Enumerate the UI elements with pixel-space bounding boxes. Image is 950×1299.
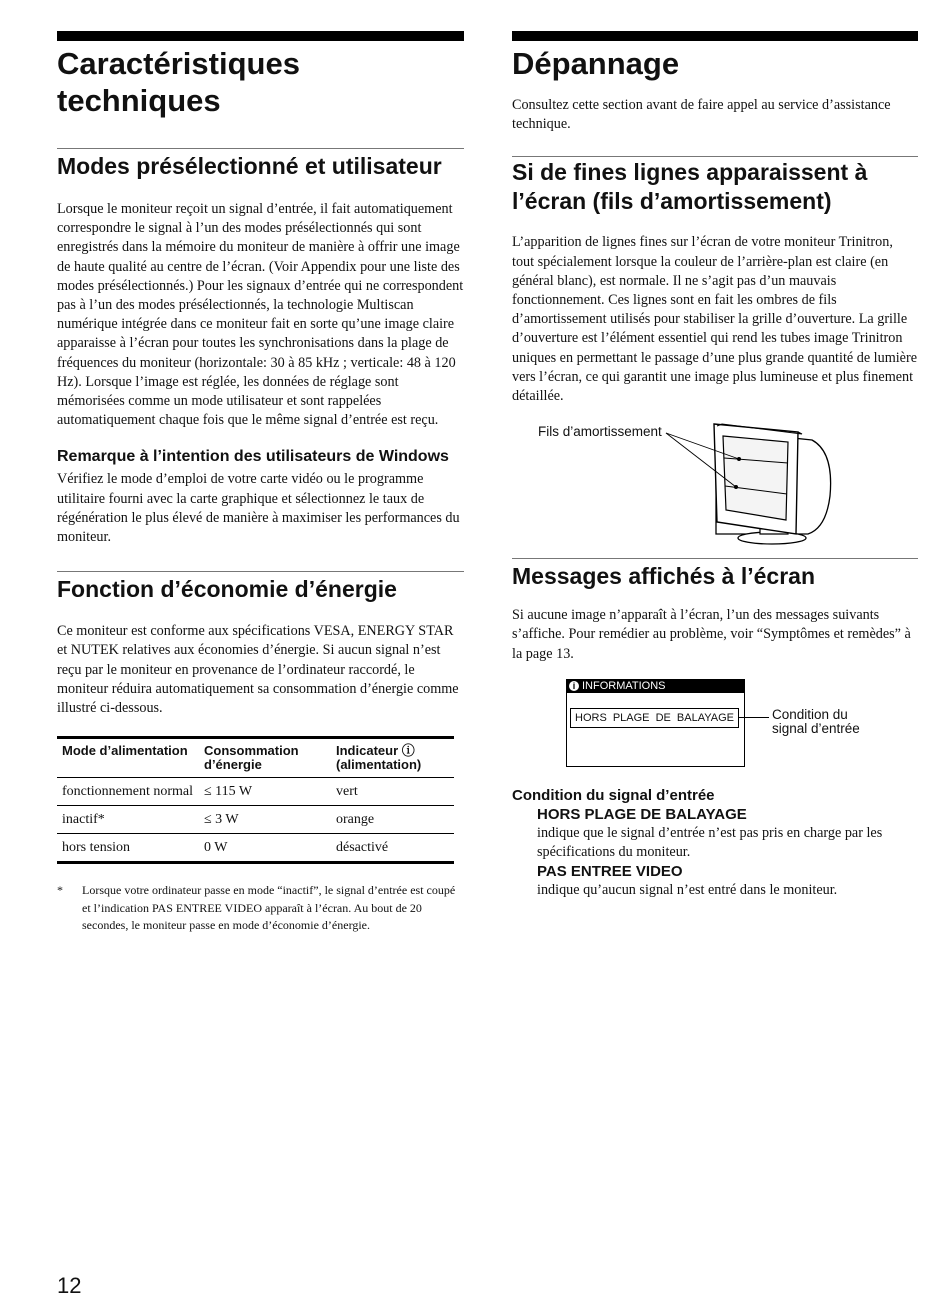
footnote bbox=[57, 882, 464, 935]
osd-title-bar bbox=[567, 680, 744, 693]
table-cell: fonctionnement normal bbox=[62, 784, 194, 800]
table-header-row bbox=[57, 738, 454, 778]
table-header: Mode d’alimentation bbox=[62, 743, 188, 759]
paragraph-remark: Vérifiez le mode d’emploi de votre carte vidéo ou le programme utilitaire fourni avec la carte graphique et sélectionnez le taux de régénération le plus élevé de manière à maximiser les performances du moniteur. bbox=[57, 471, 460, 546]
osd-message: HORS PLAGE DE BALAYAGE bbox=[575, 711, 734, 724]
condition-body-no-input: indique qu’aucun signal n’est entré dans le moniteur. bbox=[537, 882, 838, 899]
table-row bbox=[57, 834, 454, 863]
paragraph-energy: Ce moniteur est conforme aux spécifications VESA, ENERGY STAR et NUTEK relatives aux économies d’énergie. Si aucun signal n’est reçu par le moniteur en provenance de l’ordinateur raccordé, le moniteur réduira automatiquement sa consommation d’énergie comme illustré ci-dessous. bbox=[57, 623, 459, 717]
section-heading-modes: Modes présélectionné et utilisateur bbox=[57, 153, 442, 179]
paragraph-messages: Si aucune image n’apparaît à l’écran, l’un des messages suivants s’affiche. Pour remédier au problème, voir “Symptômes et remèdes” à la page 13. bbox=[512, 607, 911, 662]
osd-figure bbox=[512, 679, 918, 772]
table-header: Indicateur ⓘ (alimentation) bbox=[336, 743, 422, 773]
osd-window bbox=[566, 679, 745, 767]
divider bbox=[57, 571, 464, 572]
table-cell: inactif* bbox=[62, 812, 105, 828]
callout-line-2: signal d’entrée bbox=[772, 720, 860, 736]
section-heading-lines: Si de fines lignes apparaissent à l’écran (fils d’amortissement) bbox=[512, 159, 868, 215]
table-cell: ≤ 3 W bbox=[204, 812, 239, 828]
section-heading-messages: Messages affichés à l’écran bbox=[512, 563, 815, 590]
table-header: Consommation d’énergie bbox=[204, 743, 299, 773]
left-column bbox=[57, 31, 464, 935]
condition-body-out-of-range: indique que le signal d’entrée n’est pas pris en charge par les spécifications du moniteur. bbox=[537, 824, 883, 861]
title-line-1: Caractéristiques bbox=[57, 46, 300, 81]
table-cell: ≤ 115 W bbox=[204, 784, 253, 800]
condition-heading: Condition du signal d’entrée bbox=[512, 786, 715, 804]
figure-label: Fils d’amortissement bbox=[538, 424, 662, 440]
section-heading-energy: Fonction d’économie d’énergie bbox=[57, 576, 397, 603]
divider bbox=[512, 558, 918, 559]
monitor-illustration bbox=[512, 416, 918, 551]
title-line-2: techniques bbox=[57, 83, 221, 118]
troubleshooting-title: Dépannage bbox=[512, 46, 680, 81]
info-icon: i bbox=[569, 681, 579, 691]
condition-title-no-input: PAS ENTREE VIDEO bbox=[537, 863, 683, 881]
table-cell: désactivé bbox=[336, 840, 389, 856]
remark-heading: Remarque à l’intention des utilisateurs de Windows bbox=[57, 448, 449, 466]
table-row bbox=[57, 778, 454, 806]
table-cell: 0 W bbox=[204, 840, 228, 856]
page-title bbox=[57, 45, 464, 119]
callout-line bbox=[739, 717, 769, 718]
osd-title: INFORMATIONS bbox=[582, 679, 666, 692]
power-table bbox=[57, 736, 454, 864]
divider bbox=[57, 148, 464, 149]
callout-line-1: Condition du bbox=[772, 706, 848, 722]
divider bbox=[512, 156, 918, 157]
table-cell: vert bbox=[336, 784, 358, 800]
osd-callout bbox=[772, 708, 860, 736]
paragraph-intro: Consultez cette section avant de faire appel au service d’assistance technique. bbox=[512, 97, 891, 133]
table-cell: orange bbox=[336, 812, 375, 828]
top-bar bbox=[512, 31, 918, 41]
right-column bbox=[512, 31, 918, 900]
footnote-mark: * bbox=[57, 883, 63, 898]
condition-title-out-of-range: HORS PLAGE DE BALAYAGE bbox=[537, 805, 747, 823]
paragraph-modes: Lorsque le moniteur reçoit un signal d’entrée, il fait automatiquement correspondre le signal à l’un des modes présélectionnés qui sont enregistrés dans la mémoire du moniteur de manière à offrir une image de haute qualité au centre de l’écran. (Voir Appendix pour une liste des modes présélectionnés.) Pour les signaux d’entrée qui ne correspondent pas à l’un des modes présélectionnés, la technologie Multiscan numérique intégrée dans ce moniteur fait en sorte qu’une image claire apparaisse à l’écran pour toutes les synchronisations dans la plage de fréquences du moniteur (horizontale: 30 à 85 kHz ; verticale: 48 à 120 Hz). Lorsque l’image est réglée, les données de réglage sont mémorisées comme un mode utilisateur et sont rappelées automatiquement chaque fois que le même signal d’entrée est reçu. bbox=[57, 201, 464, 429]
table-cell: hors tension bbox=[62, 840, 131, 856]
paragraph-lines: L’apparition de lignes fines sur l’écran de votre moniteur Trinitron, tout spécialement lorsque la couleur de l’arrière-plan est claire (en général blanc), est normale. Il ne s’agit pas d’un mauvais fonctionnement. Ces lignes sont en fait les ombres de fils d’amortissement utilisés pour stabiliser la grille d’ouverture. La grille d’ouverture est l’élément essentiel qui rend les tubes image Trinitron uniques en permettant le passage d’une plus grande quantité de lumière vers l’écran, ce qui garantit une image plus lumineuse et plus finement détaillée. bbox=[512, 234, 917, 405]
monitor-figure bbox=[512, 416, 918, 551]
table-row bbox=[57, 806, 454, 834]
page-number: 12 bbox=[57, 1273, 82, 1298]
top-bar bbox=[57, 31, 464, 41]
osd-message-box bbox=[570, 708, 739, 728]
footnote-text: Lorsque votre ordinateur passe en mode “inactif”, le signal d’entrée est coupé et l’indication PAS ENTREE VIDEO apparaît à l’écran. Au bout de 20 secondes, le moniteur passe en mode d’économie d’énergie. bbox=[82, 883, 456, 933]
